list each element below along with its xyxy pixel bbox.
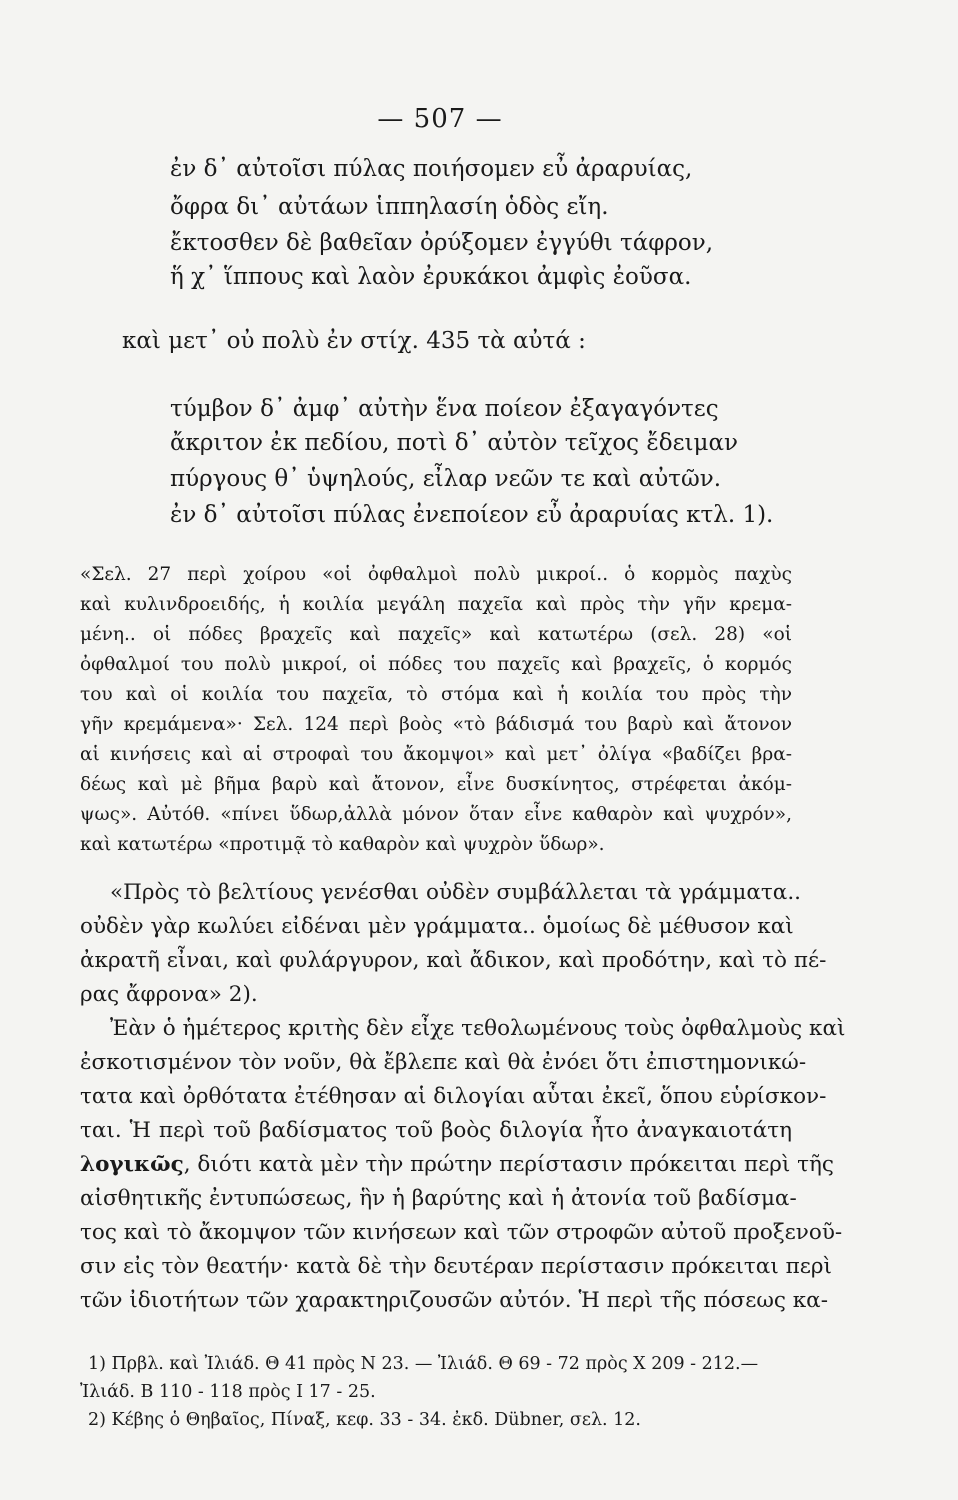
intro-line: καὶ μετ᾽ οὐ πολὺ ἐν στίχ. 435 τὰ αὐτά :: [122, 328, 586, 354]
body-line: τῶν ἰδιοτήτων τῶν χαρακτηριζουσῶν αὐτόν. Ἡ περὶ τῆς πόσεως κα-: [80, 1288, 828, 1313]
quote-line: γῆν κρεμάμενα»· Σελ. 124 περὶ βοὸς «τὸ βάδισμά του βαρὺ καὶ ἄτονον: [80, 714, 792, 735]
body-line: τατα καὶ ὀρθότατα ἐτέθησαν αἱ διλογίαι αὗται ἐκεῖ, ὅπου εὑρίσκον-: [80, 1084, 827, 1109]
body-line: ται. Ἡ περὶ τοῦ βαδίσματος τοῦ βοὸς διλογία ἦτο ἀναγκαιοτάτη: [80, 1118, 792, 1143]
verse-line: τύμβον δ᾽ ἀμφ᾽ αὐτὴν ἕνα ποίεον ἐξαγαγόντες: [170, 396, 719, 422]
verse-line: ἐν δ᾽ αὐτοῖσι πύλας ποιήσομεν εὖ ἀραρυίας,: [170, 156, 693, 182]
body-line: τος καὶ τὸ ἄκομψον τῶν κινήσεων καὶ τῶν στροφῶν αὐτοῦ προξενοῦ-: [80, 1220, 843, 1245]
body-line: σιν εἰς τὸν θεατήν· κατὰ δὲ τὴν δευτέραν περίστασιν πρόκειται περὶ: [80, 1254, 832, 1279]
quote-line: καὶ κατωτέρω «προτιμᾷ τὸ καθαρὸν καὶ ψυχρὸν ὕδωρ».: [80, 834, 605, 855]
verse-line: ἐν δ᾽ αὐτοῖσι πύλας ἐνεποίεον εὖ ἀραρυίας κτλ. 1).: [170, 502, 774, 528]
page-number: — 507 —: [377, 104, 503, 134]
body-line: αἰσθητικῆς ἐντυπώσεως, ἣν ἡ βαρύτης καὶ ἡ ἀτονία τοῦ βαδίσμα-: [80, 1186, 797, 1211]
verse-line: πύργους θ᾽ ὑψηλούς, εἶλαρ νεῶν τε καὶ αὐτῶν.: [170, 466, 722, 492]
quote-line: δέως καὶ μὲ βῆμα βαρὺ καὶ ἄτονον, εἶνε δυσκίνητος, στρέφεται ἀκόμ-: [80, 774, 792, 795]
body-line: οὐδὲν γὰρ κωλύει εἰδέναι μὲν γράμματα.. ὁμοίως δὲ μέθυσον καὶ: [80, 914, 794, 939]
footnote-line: 2) Κέβης ὁ Θηβαῖος, Πίναξ, κεφ. 33 - 34. ἐκδ. Dübner, σελ. 12.: [88, 1410, 641, 1430]
body-line: Ἐὰν ὁ ἡμέτερος κριτὴς δὲν εἶχε τεθολωμένους τοὺς ὀφθαλμοὺς καὶ: [110, 1016, 846, 1041]
body-line: ρας ἄφρονα» 2).: [80, 982, 258, 1007]
quote-line: «Σελ. 27 περὶ χοίρου «οἱ ὀφθαλμοὶ πολὺ μικροί.. ὁ κορμὸς παχὺς: [80, 564, 792, 585]
emphasized-word: λογικῶς: [80, 1152, 184, 1177]
footnote-line: Ἰλιάδ. Β 110 - 118 πρὸς Ι 17 - 25.: [80, 1382, 376, 1402]
body-line: λογικῶς, διότι κατὰ μὲν τὴν πρώτην περίστασιν πρόκειται περὶ τῆς: [80, 1152, 834, 1177]
body-line: ἀκρατῆ εἶναι, καὶ φυλάργυρον, καὶ ἄδικον, καὶ προδότην, καὶ τὸ πέ-: [80, 948, 827, 973]
body-line: «Πρὸς τὸ βελτίους γενέσθαι οὐδὲν συμβάλλεται τὰ γράμματα..: [110, 880, 801, 905]
footnote-line: 1) Πρβλ. καὶ Ἰλιάδ. Θ 41 πρὸς Ν 23. — Ἰλιάδ. Θ 69 - 72 πρὸς Χ 209 - 212.—: [88, 1354, 759, 1374]
quote-line: καὶ κυλινδροειδής, ἡ κοιλία μεγάλη παχεῖα καὶ πρὸς τὴν γῆν κρεμα-: [80, 594, 792, 615]
quote-line: ὀφθαλμοί του πολὺ μικροί, οἱ πόδες του παχεῖς καὶ βραχεῖς, ὁ κορμός: [80, 654, 792, 675]
quote-line: του καὶ οἱ κοιλία του παχεῖα, τὸ στόμα καὶ ἡ κοιλία του πρὸς τὴν: [80, 684, 792, 705]
quote-line: αἱ κινήσεις καὶ αἱ στροφαὶ του ἄκομψοι» καὶ μετ᾽ ὀλίγα «βαδίζει βρα-: [80, 744, 792, 765]
verse-line: ἔκτοσθεν δὲ βαθεῖαν ὀρύξομεν ἐγγύθι τάφρον,: [170, 230, 714, 256]
quote-line: μένη.. οἱ πόδες βραχεῖς καὶ παχεῖς» καὶ κατωτέρω (σελ. 28) «οἱ: [80, 624, 792, 645]
body-line: ἐσκοτισμένον τὸν νοῦν, θὰ ἔβλεπε καὶ θὰ ἐνόει ὅτι ἐπιστημονικώ-: [80, 1050, 807, 1075]
quote-line: ψως». Αὐτόθ. «πίνει ὕδωρ,ἀλλὰ μόνον ὅταν εἶνε καθαρὸν καὶ ψυχρόν»,: [80, 804, 792, 825]
verse-line: ὄφρα δι᾽ αὐτάων ἱππηλασίη ὁδὸς εἴη.: [170, 194, 609, 220]
verse-line: ἥ χ᾽ ἵππους καὶ λαὸν ἐρυκάκοι ἀμφὶς ἐοῦσα.: [170, 264, 692, 290]
verse-line: ἄκριτον ἐκ πεδίου, ποτὶ δ᾽ αὐτὸν τεῖχος ἔδειμαν: [170, 430, 738, 456]
